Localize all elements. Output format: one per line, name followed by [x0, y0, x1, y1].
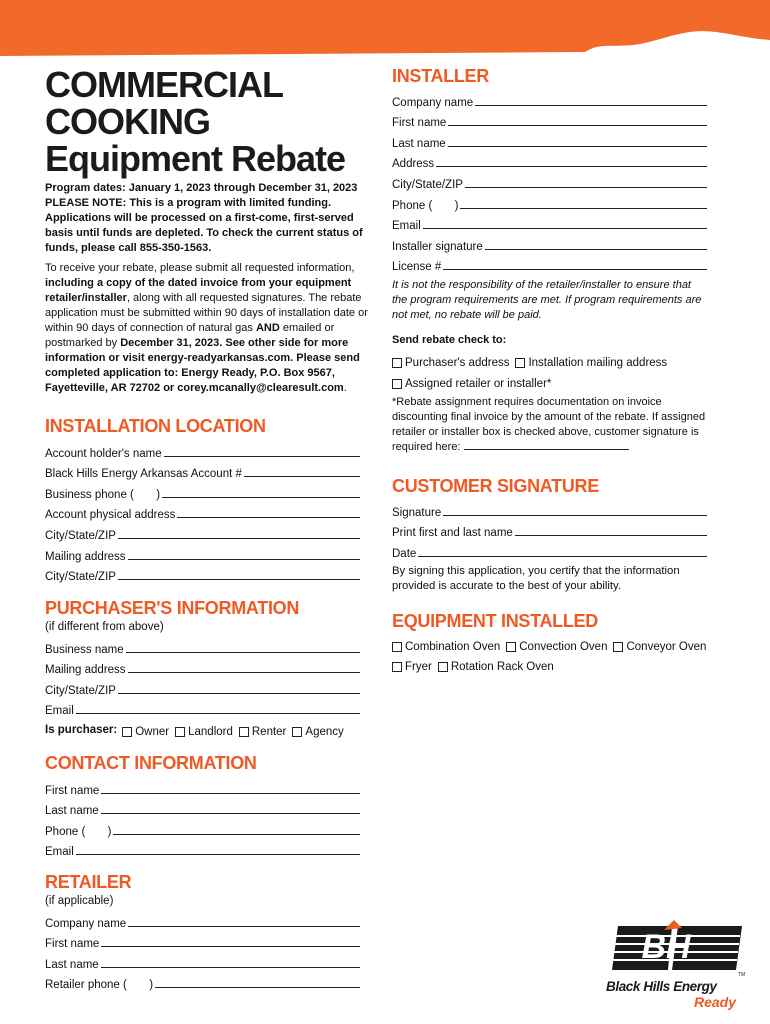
contact-last-name-field[interactable]: Last name	[45, 797, 360, 818]
retailer-phone-field[interactable]: Retailer phone ( )	[45, 971, 360, 992]
purchaser-address-checkbox[interactable]: Purchaser's address	[392, 357, 509, 369]
retailer-heading: RETAILER	[45, 872, 132, 892]
business-phone-field[interactable]: Business phone ( )	[45, 480, 360, 501]
program-dates: Program dates: January 1, 2023 through December 31, 2023	[45, 182, 358, 194]
header-banner	[0, 0, 770, 60]
installer-heading: INSTALLER	[392, 66, 489, 86]
program-info	[45, 181, 380, 396]
program-note: PLEASE NOTE: This is a program with limited funding. Applications will be processed on a first-come, first-served basis until funds are depleted. To check the current status of funds, please call 855-350-1563.	[45, 197, 363, 254]
retailer-company-name-field[interactable]: Company name	[45, 909, 360, 930]
purchaser-type-options	[45, 717, 360, 738]
send-rebate-label: Send rebate check to:	[392, 334, 507, 347]
send-rebate-options-row1	[392, 348, 707, 369]
purchaser-type-label: Is purchaser:	[45, 723, 118, 736]
installer-company-name-field[interactable]: Company name	[392, 88, 707, 109]
city-state-zip-field[interactable]: City/State/ZIP	[45, 521, 360, 542]
svg-text:TM: TM	[738, 972, 746, 978]
assigned-retailer-checkbox[interactable]: Assigned retailer or installer*	[392, 378, 551, 390]
equipment-section	[392, 611, 732, 673]
fryer-checkbox[interactable]: Fryer	[392, 661, 432, 673]
contact-section	[45, 753, 360, 858]
installer-first-name-field[interactable]: First name	[392, 109, 707, 130]
customer-signature-heading: CUSTOMER SIGNATURE	[392, 476, 599, 496]
purchaser-city-state-zip-field[interactable]: City/State/ZIP	[45, 676, 360, 697]
date-field[interactable]: Date	[392, 539, 707, 560]
certify-text: By signing this application, you certify that the information provided is accurate to the best of your ability.	[392, 564, 680, 592]
page-title: COMMERCIAL COOKING Equipment Rebate	[45, 64, 346, 179]
print-name-field[interactable]: Print first and last name	[392, 519, 707, 540]
customer-signature-section	[392, 476, 707, 594]
retailer-last-name-field[interactable]: Last name	[45, 950, 360, 971]
installer-signature-field[interactable]: Installer signature	[392, 232, 707, 253]
purchaser-heading: PURCHASER'S INFORMATION	[45, 598, 300, 618]
installation-mailing-address-checkbox[interactable]: Installation mailing address	[515, 357, 667, 369]
agency-checkbox[interactable]: Agency	[292, 726, 343, 738]
bh-logo-mark-icon	[606, 918, 746, 978]
purchaser-section	[45, 598, 360, 738]
installer-license-field[interactable]: License #	[392, 253, 707, 274]
installer-email-field[interactable]: Email	[392, 212, 707, 233]
equipment-options-row1	[392, 632, 732, 653]
program-instructions: To receive your rebate, please submit all requested information, including a copy of the dated invoice from your equipment retailer/installer, along with all requested signatures. The rebate application must be submitted within 90 days of installation date or within 90 days of connection of natural gas AND emailed or postmarked by December 31, 2023. See other side for more information or visit energy-readyarkansas.com. Please send completed application to: Energy Ready, P.O. Box 9567, Fayetteville, AR 72702 or corey.mcanally@clearesult.com.	[45, 262, 368, 394]
assignment-signature-line[interactable]	[464, 449, 629, 450]
logo-name: Black Hills Energy	[606, 979, 717, 994]
convection-oven-checkbox[interactable]: Convection Oven	[506, 641, 607, 653]
equipment-options-row2	[392, 653, 732, 674]
retailer-section	[45, 872, 360, 991]
contact-email-field[interactable]: Email	[45, 838, 360, 859]
installation-location-section	[45, 416, 360, 583]
installation-location-heading: INSTALLATION LOCATION	[45, 416, 266, 436]
landlord-checkbox[interactable]: Landlord	[175, 726, 233, 738]
mailing-city-state-zip-field[interactable]: City/State/ZIP	[45, 563, 360, 584]
conveyor-oven-checkbox[interactable]: Conveyor Oven	[613, 641, 706, 653]
installer-phone-field[interactable]: Phone ( )	[392, 191, 707, 212]
installer-section	[392, 66, 707, 455]
owner-checkbox[interactable]: Owner	[122, 726, 169, 738]
account-physical-address-field[interactable]: Account physical address	[45, 501, 360, 522]
rotation-rack-oven-checkbox[interactable]: Rotation Rack Oven	[438, 661, 554, 673]
account-number-field[interactable]: Black Hills Energy Arkansas Account #	[45, 460, 360, 481]
send-rebate-options-row2	[392, 369, 707, 390]
contact-heading: CONTACT INFORMATION	[45, 753, 257, 773]
contact-phone-field[interactable]: Phone ( )	[45, 817, 360, 838]
installer-address-field[interactable]: Address	[392, 150, 707, 171]
mailing-address-field[interactable]: Mailing address	[45, 542, 360, 563]
logo-ready: Ready	[693, 994, 736, 1010]
customer-signature-field[interactable]: Signature	[392, 498, 707, 519]
purchaser-email-field[interactable]: Email	[45, 697, 360, 718]
equipment-heading: EQUIPMENT INSTALLED	[392, 611, 598, 631]
contact-first-name-field[interactable]: First name	[45, 776, 360, 797]
installer-city-state-zip-field[interactable]: City/State/ZIP	[392, 170, 707, 191]
retailer-first-name-field[interactable]: First name	[45, 930, 360, 951]
black-hills-energy-logo	[606, 918, 746, 1014]
account-holder-name-field[interactable]: Account holder's name	[45, 439, 360, 460]
installer-last-name-field[interactable]: Last name	[392, 129, 707, 150]
renter-checkbox[interactable]: Renter	[239, 726, 287, 738]
installer-disclaimer: It is not the responsibility of the retailer/installer to ensure that the program requirements are met. If program requirements are not met, no rebate will be paid.	[392, 279, 702, 322]
retailer-subtitle: (if applicable)	[45, 895, 114, 907]
svg-text:BH: BH	[641, 928, 691, 966]
purchaser-mailing-address-field[interactable]: Mailing address	[45, 656, 360, 677]
purchaser-business-name-field[interactable]: Business name	[45, 635, 360, 656]
combination-oven-checkbox[interactable]: Combination Oven	[392, 641, 500, 653]
purchaser-subtitle: (if different from above)	[45, 621, 164, 633]
assignment-note: *Rebate assignment requires documentation on invoice discounting final invoice by the amount of the rebate. If assigned retailer or installer box is checked above, customer signature is required here:	[392, 395, 706, 453]
